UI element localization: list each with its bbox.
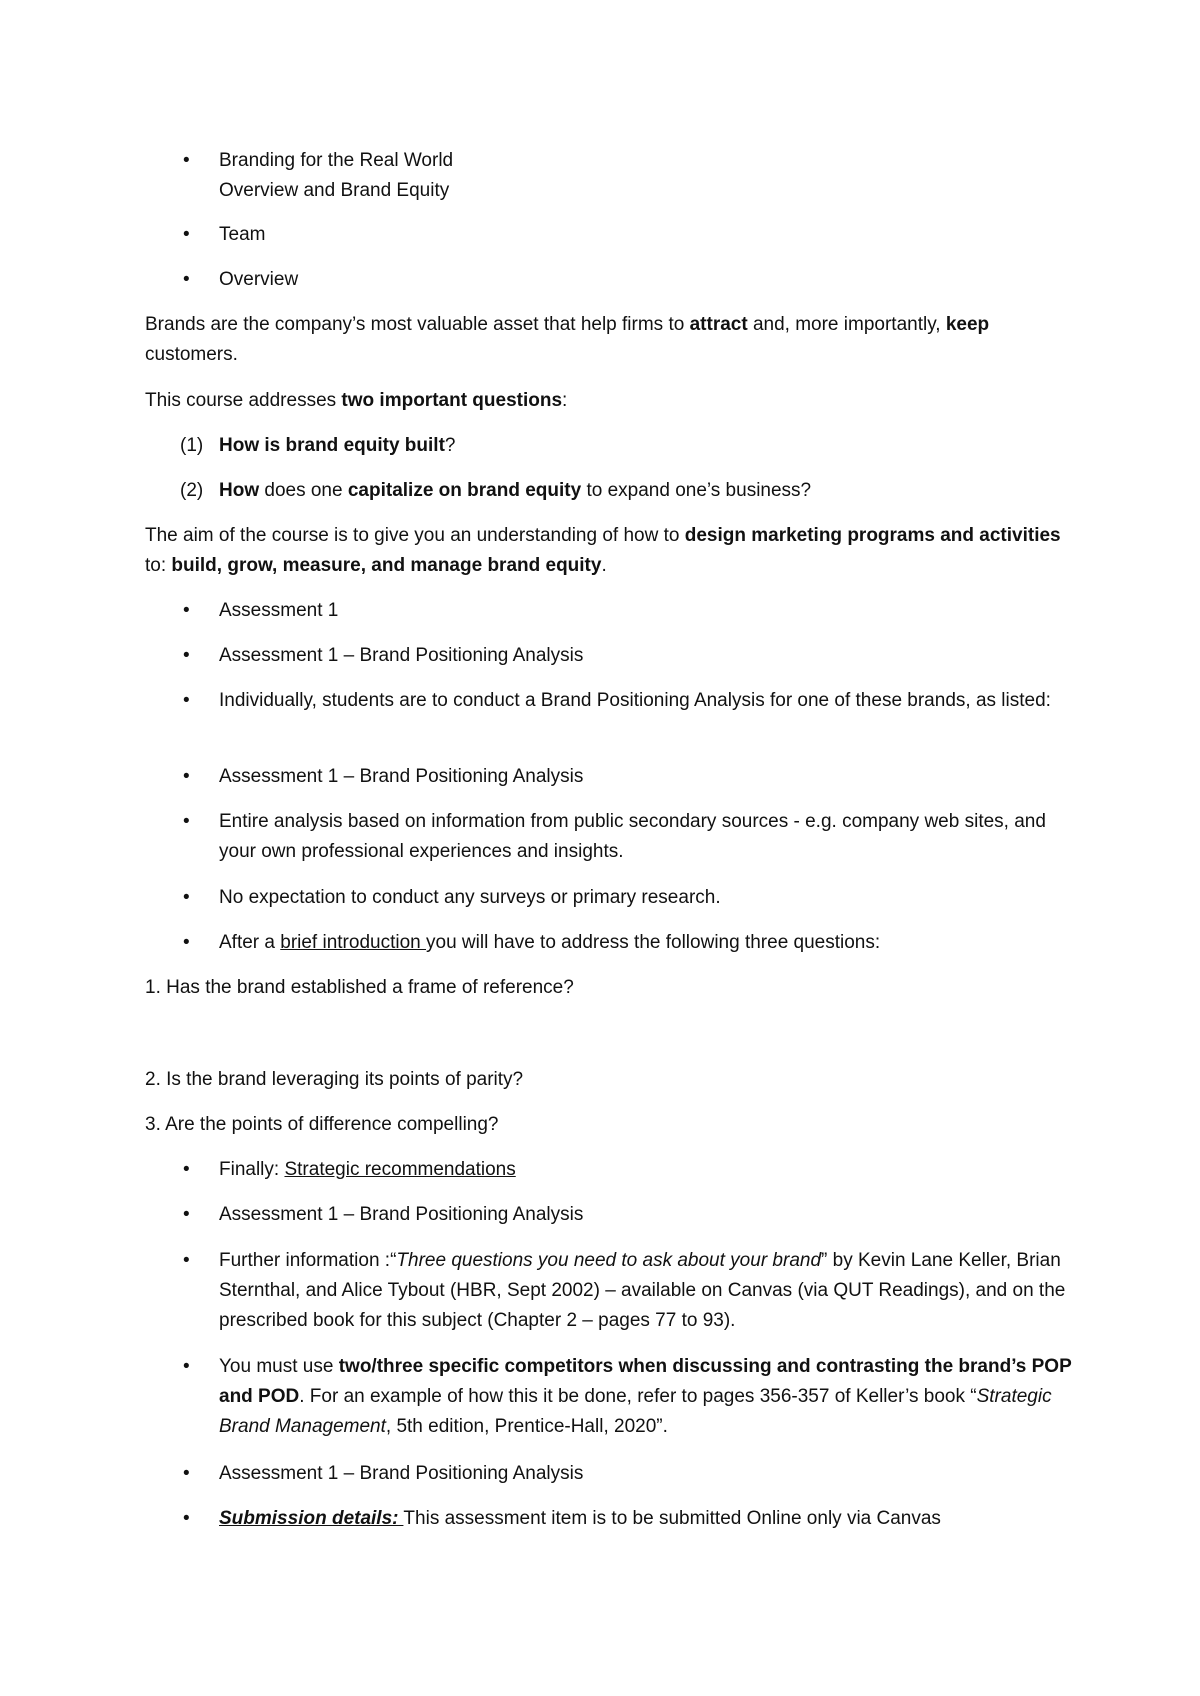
list-item-text: Assessment 1 – Brand Positioning Analysis [219, 1204, 584, 1225]
bullet-icon: • [183, 224, 190, 245]
list-item-text: Team [219, 224, 266, 245]
bullet-icon: • [183, 887, 190, 908]
list-item-text: Individually, students are to conduct a Brand Positioning Analysis for one of these brands, as listed: [219, 690, 1051, 711]
list-item-text: Assessment 1 [219, 600, 339, 621]
list-item-text: Entire analysis based on information from public secondary sources - e.g. company web sites, and your own professional experiences and insights. [219, 811, 1046, 862]
list-item-text: Assessment 1 – Brand Positioning Analysis [219, 645, 584, 666]
bullet-icon: • [183, 1463, 190, 1484]
number-label: (2) [180, 480, 204, 501]
question-points-of-parity: 2. Is the brand leveraging its points of parity? [145, 1069, 524, 1090]
bullet-icon: • [183, 1508, 190, 1529]
paragraph-brands-asset: Brands are the company’s most valuable asset that help firms to attract and, more importantly, keep customers. [145, 314, 990, 365]
bullet-icon: • [183, 811, 190, 832]
list-item-text: You must use two/three specific competitors when discussing and contrasting the brand’s POP and POD. For an example of how this it be done, refer to pages 356-357 of Keller’s book “Strategic Brand Management, 5th edition, Prentice-Hall, 2020”. [219, 1356, 1072, 1437]
bullet-icon: • [183, 269, 190, 290]
bullet-icon: • [183, 1159, 190, 1180]
paragraph-course-questions: This course addresses two important questions: [145, 390, 568, 411]
list-item-text: Finally: Strategic recommendations [219, 1159, 516, 1180]
list-item-text: No expectation to conduct any surveys or primary research. [219, 887, 721, 908]
bullet-icon: • [183, 1250, 190, 1271]
bullet-icon: • [183, 1204, 190, 1225]
list-item-text: Further information :“Three questions you need to ask about your brand” by Kevin Lane Keller, Brian Sternthal, and Alice Tybout (HBR, Sept 2002) – available on Canvas (via QUT Readings), and on the prescribed book for this subject (Chapter 2 – pages 77 to 93). [219, 1250, 1066, 1331]
bullet-icon: • [183, 690, 190, 711]
paragraph-course-aim: The aim of the course is to give you an understanding of how to design marketing programs and activities to: build, grow, measure, and manage brand equity. [145, 525, 1061, 576]
bullet-icon: • [183, 150, 190, 171]
list-item-text: Assessment 1 – Brand Positioning Analysis [219, 766, 584, 787]
list-item-text: Assessment 1 – Brand Positioning Analysis [219, 1463, 584, 1484]
question-frame-of-reference: 1. Has the brand established a frame of reference? [145, 977, 574, 998]
bullet-icon: • [183, 932, 190, 953]
number-label: (1) [180, 435, 204, 456]
question-points-of-difference: 3. Are the points of difference compelling? [145, 1114, 499, 1135]
bullet-icon: • [183, 1356, 190, 1377]
list-item-text: Overview [219, 269, 299, 290]
bullet-icon: • [183, 766, 190, 787]
list-item-text: Submission details: This assessment item is to be submitted Online only via Canvas [219, 1508, 941, 1529]
bullet-icon: • [183, 645, 190, 666]
bullet-icon: • [183, 600, 190, 621]
list-item-text: Branding for the Real World Overview and Brand Equity [219, 150, 454, 201]
document-page: • Branding for the Real World Overview and Brand Equity • Team • Overview Brands are the company’s most valuable asset that help firms to attract and, more importantly, keep customers. This course addresses two important questions: (1) How is brand equity built? (2) How does one capitalize on brand equity to expand one’s business? The aim of the course is to give you an understanding of how to design marketing programs and activities to: build, grow, measure, and manage brand equity. • Assessment 1 • Assessment 1 – Brand Positioning Analysis • Individually, students are to conduct a Brand Positioning Analysis for one of these brands, as listed: • Assessment 1 – Brand Positioning Analysis • Entire analysis based on information from public secondary sources - e.g. company web sites, and your own professional experiences and insights. • No expectation to conduct any surveys or primary research. • After a brief introduction you will have to address the following three questions: 1. Has the brand established a frame of reference? 2. Is the brand leveraging its points of parity? 3. Are the points of difference compelling? • Finally: Strategic recommendations • Assessment 1 – Brand Positioning Analysis • Further information :“Three questions you need to ask about your brand” by Kevin Lane Keller, Brian Sternthal, and Alice Tybout (HBR, Sept 2002) – available on Canvas (via QUT Readings), and on the prescribed book for this subject (Chapter 2 – pages 77 to 93). • You must use two/three specific competitors when discussing and contrasting the brand’s POP and POD. For an example of how this it be done, refer to pages 356-357 of Keller’s book “Strategic Brand Management, 5th edition, Prentice-Hall, 2020”. • Assessment 1 – Brand Positioning Analysis • Submission details: This assessment item is to be submitted Online only via Canvas [0, 0, 1200, 1696]
list-item-text: After a brief introduction you will have to address the following three questions: [219, 932, 881, 953]
